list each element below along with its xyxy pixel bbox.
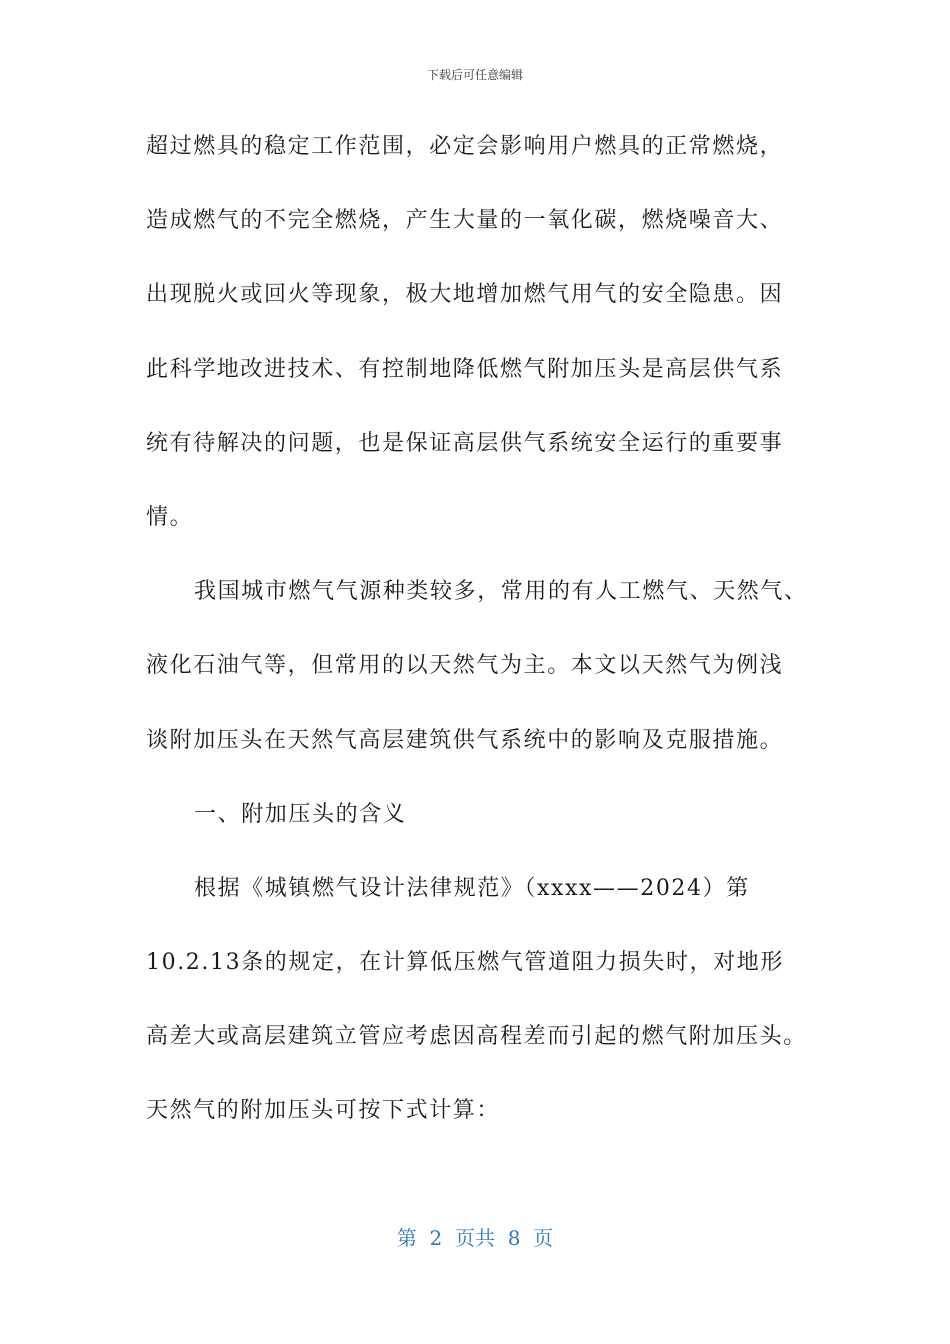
paragraph-line: 10.2.13条的规定，在计算低压燃气管道阻力损失时，对地形 — [146, 950, 784, 976]
paragraph-line: 此科学地改进技术、有控制地降低燃气附加压头是高层供气系 — [146, 356, 784, 382]
paragraph-line: 液化石油气等，但常用的以天然气为主。本文以天然气为例浅 — [146, 653, 784, 679]
document-body — [146, 127, 826, 1166]
section-heading: 一、附加压头的含义 — [194, 801, 407, 827]
paragraph-line: 我国城市燃气气源种类较多，常用的有人工燃气、天然气、 — [194, 579, 808, 605]
page-number-footer: 第 2 页共 8 页 — [396, 1226, 554, 1250]
paragraph-line: 造成燃气的不完全燃烧，产生大量的一氧化碳，燃烧噪音大、 — [146, 208, 784, 234]
paragraph-line: 统有待解决的问题，也是保证高层供气系统安全运行的重要事 — [146, 430, 784, 456]
paragraph-line: 超过燃具的稳定工作范围，必定会影响用户燃具的正常燃烧， — [146, 134, 784, 159]
page-header-note: 下载后可任意编辑 — [426, 68, 523, 82]
paragraph-line: 情。 — [146, 504, 194, 530]
paragraph-line: 谈附加压头在天然气高层建筑供气系统中的影响及克服措施。 — [146, 727, 784, 753]
paragraph-line: 出现脱火或回火等现象，极大地增加燃气用气的安全隐患。因 — [146, 282, 784, 308]
paragraph-line: 天然气的附加压头可按下式计算： — [146, 1098, 501, 1124]
paragraph-line: 高差大或高层建筑立管应考虑因高程差而引起的燃气附加压头。 — [146, 1024, 807, 1050]
paragraph-line: 根据《城镇燃气设计法律规范》（xxxx——2024）第 — [194, 875, 750, 901]
